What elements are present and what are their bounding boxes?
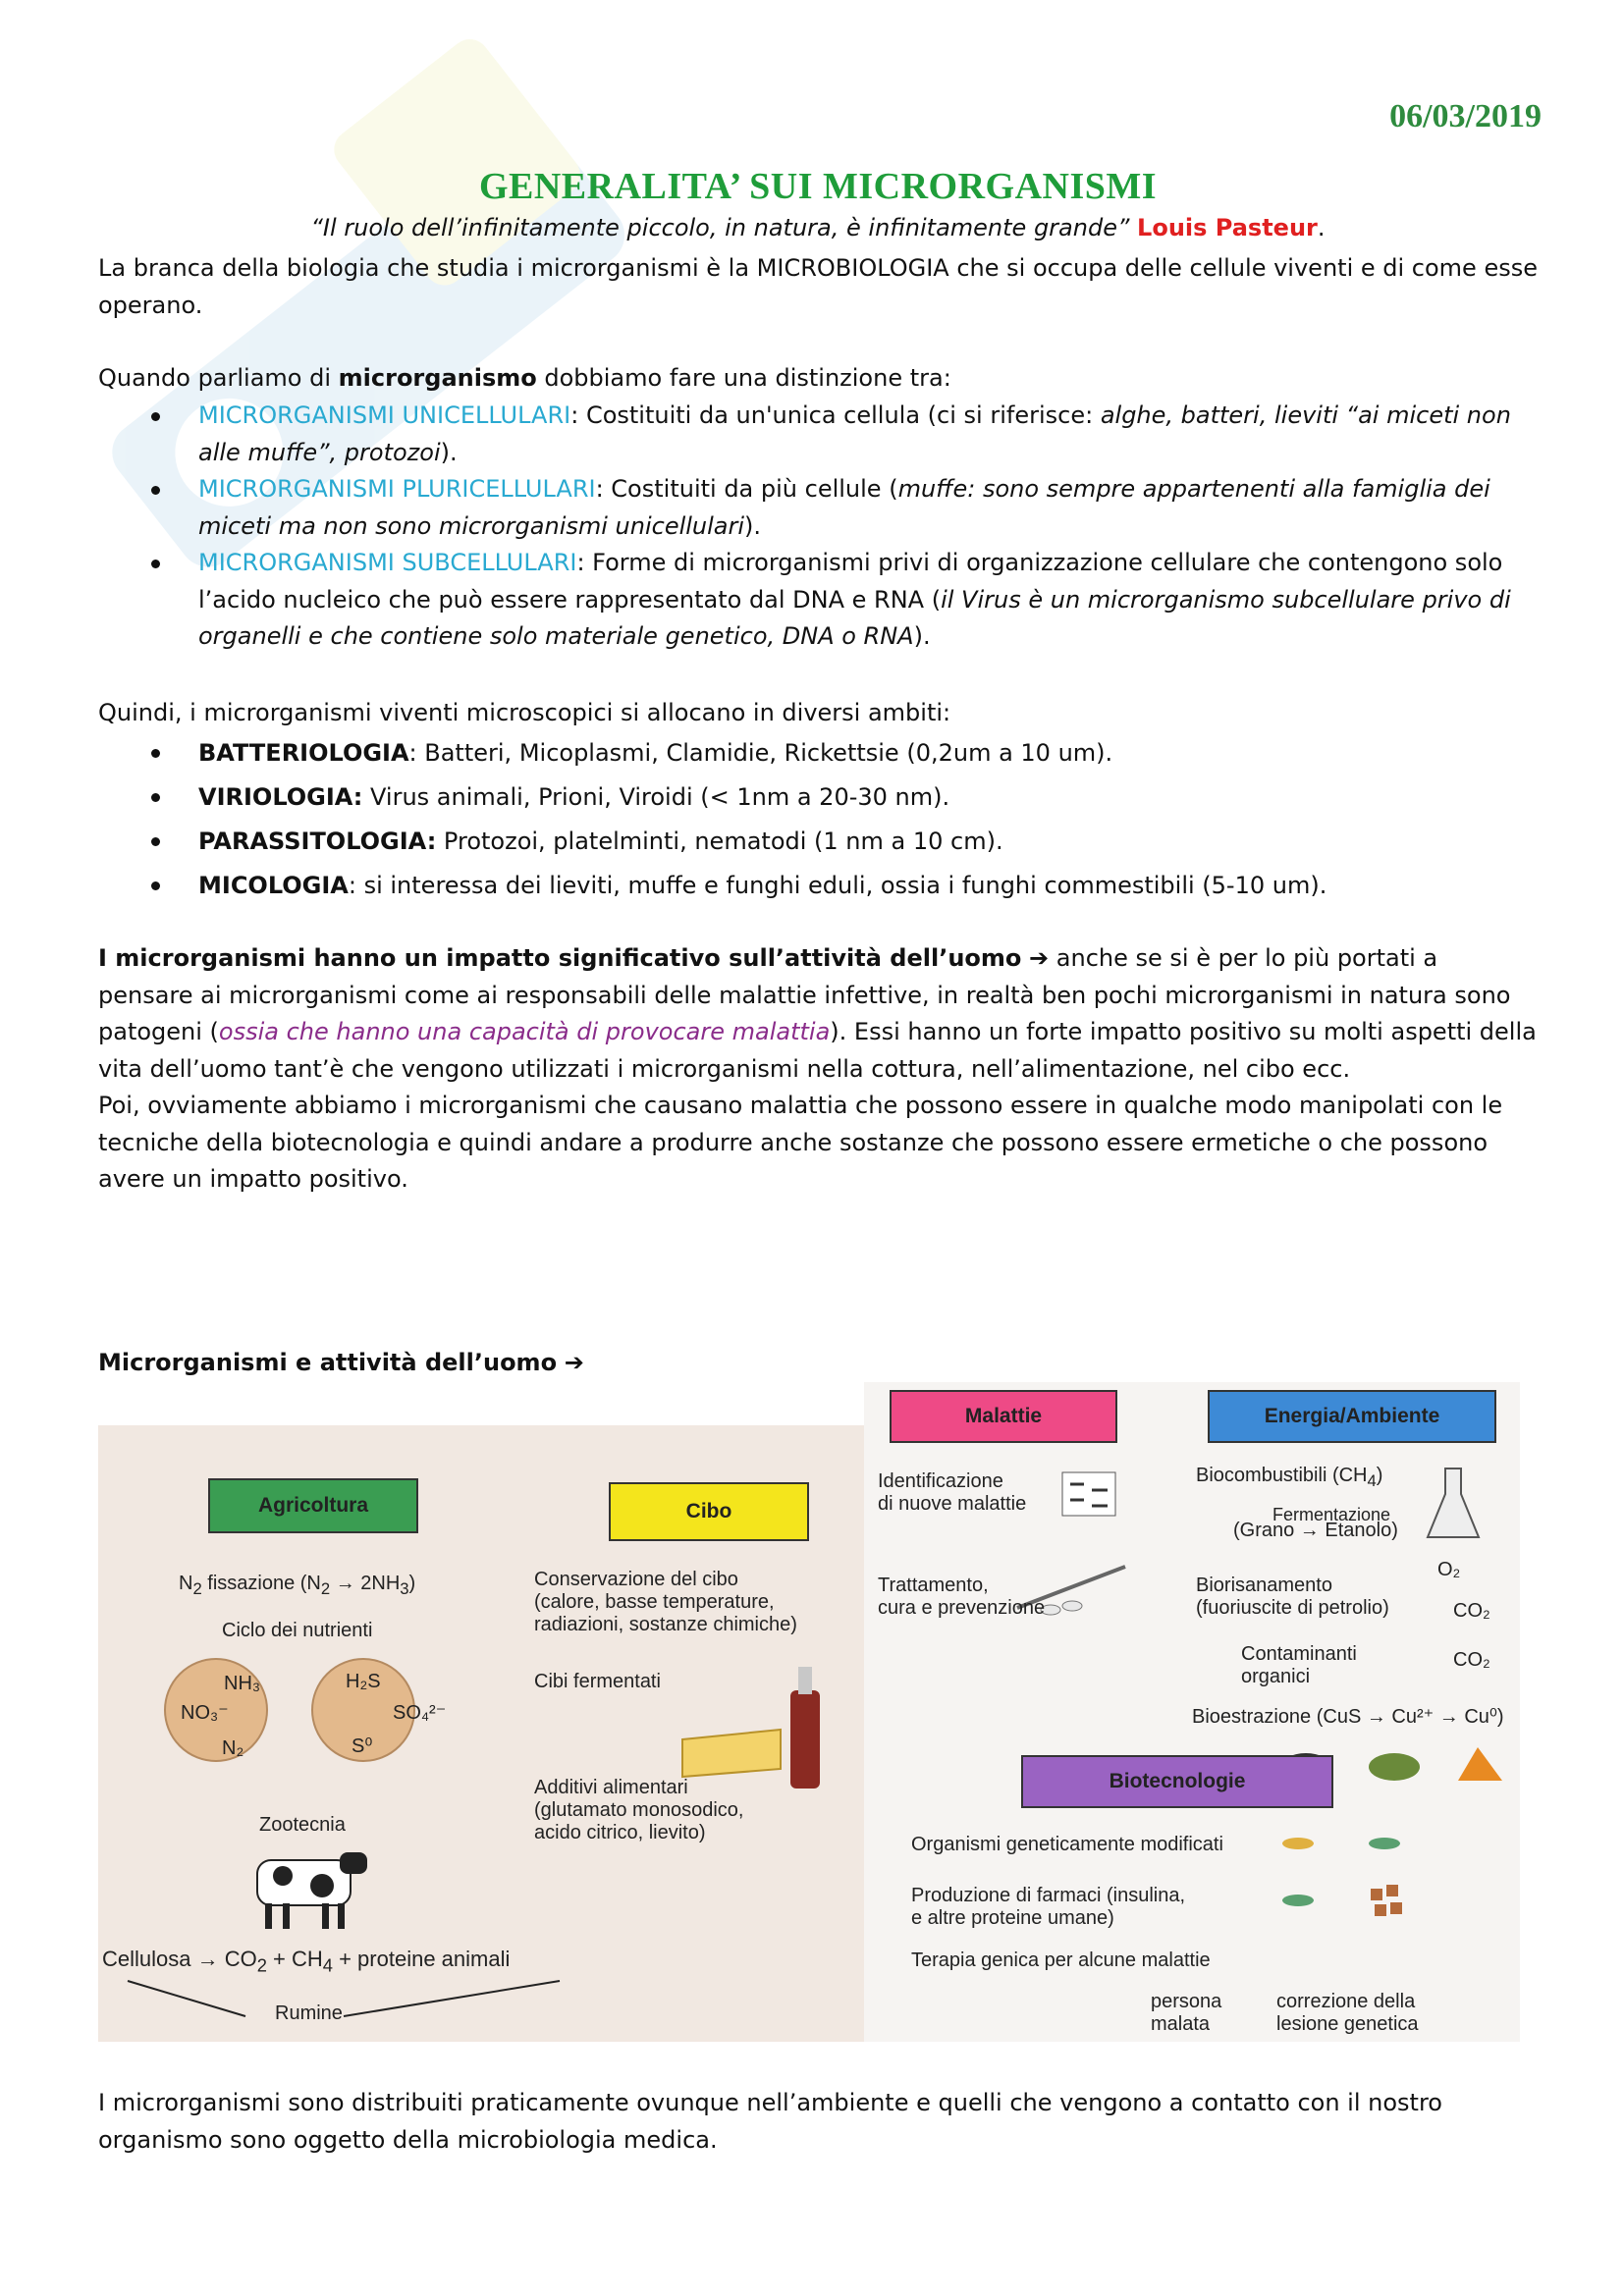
energia-header: Energia/Ambiente	[1208, 1390, 1496, 1443]
conservazione-label: Conservazione del cibo (calore, basse temperature, radiazioni, sostanze chimiche)	[534, 1569, 797, 1635]
rumine-arrows	[98, 1977, 589, 2026]
list-item-unicellulari	[98, 398, 1538, 471]
list-item-batteriologia	[98, 731, 1538, 775]
closing-paragraph: I microrganismi sono distribuiti praticamente ovunque nell’ambiente e quelli che vengono a contatto con il nostro organismo sono oggetto della microbiologia medica.	[98, 2089, 1442, 2154]
grano-etanolo-label: (Grano → Etanolo)	[1233, 1520, 1398, 1541]
label-nh3: NH₃	[224, 1673, 261, 1694]
gel-icon	[1060, 1470, 1119, 1520]
cow-icon	[245, 1842, 373, 1936]
flask-icon	[1424, 1465, 1483, 1543]
impact-text1: anche se si è per lo più portati a pensare ai microrganismi come ai responsabili delle malattie infettive, in realtà ben pochi microrganismi in natura sono patogeni (	[98, 944, 1511, 1045]
quote-end: .	[1317, 214, 1326, 241]
arrow-icon: ➔	[1029, 944, 1050, 972]
ambito-term: VIRIOLOGIA:	[198, 783, 363, 811]
o2-label: O₂	[1437, 1559, 1461, 1580]
microorganism-types-list	[98, 398, 1538, 656]
term-sep: :	[570, 401, 586, 429]
list-item-pluricellulari	[98, 471, 1538, 545]
impact-paragraph-2: Poi, ovviamente abbiamo i microrganismi che causano malattia che possono essere in qualche modo manipolati con le tecniche della biotecnologia e quindi andare a produrre anche sostanze che possono essere ermetiche o che possono avere un impatto positivo.	[98, 1092, 1503, 1193]
item-italic: alghe, batteri, lieviti “ai miceti non alle muffe”, protozoi	[198, 401, 1511, 466]
impact-definition: ossia che hanno una capacità di provocare malattia	[218, 1018, 831, 1045]
n2-fixation: $N_2$ fissazione $(N_2 \to 2NH_3)$	[179, 1573, 416, 1598]
nutrient-cycle-label: Ciclo dei nutrienti	[222, 1620, 373, 1641]
item-text: Costituiti da più cellule (	[611, 475, 898, 503]
fermentati-label: Cibi fermentati	[534, 1671, 661, 1692]
term-sep: :	[576, 549, 593, 576]
contaminanti-label: Contaminanti organici	[1241, 1643, 1357, 1687]
section-heading-text: Microrganismi e attività dell’uomo	[98, 1349, 558, 1376]
ambito-term: MICOLOGIA	[198, 872, 349, 899]
label-no3: NO₃⁻	[181, 1702, 229, 1724]
cellulosa-label: Cellulosa → $CO_2 + CH_4$ + proteine animali	[102, 1947, 511, 1976]
ambito-text: : Batteri, Micoplasmi, Clamidie, Rickettsie (0,2um a 10 um).	[408, 739, 1113, 767]
trattamento-label: Trattamento, cura e prevenzione	[878, 1575, 1046, 1619]
zootecnia-label: Zootecnia	[259, 1814, 346, 1836]
ambito-text: Virus animali, Prioni, Viroidi (< 1nm a 20-30 nm).	[362, 783, 950, 811]
biotech-icons	[1276, 1824, 1443, 1932]
quote-author: Louis Pasteur	[1137, 214, 1318, 241]
arrow-icon: ➔	[564, 1349, 584, 1376]
list-item-subcellulari	[98, 545, 1538, 656]
item-text: Forme di microrganismi privi di organizzazione cellulare che contengono solo l’acido nucleico che può essere rappresentato dal DNA e RNA (	[198, 549, 1503, 614]
identificazione-label: Identificazione di nuove malattie	[878, 1470, 1027, 1515]
fermentazione-label: Fermentazione	[1272, 1505, 1391, 1524]
additivi-label: Additivi alimentari (glutamato monosodico, acido citrico, lievito)	[534, 1777, 744, 1843]
section-heading	[98, 1345, 1538, 1382]
biocombustibili-label: Biocombustibili $(CH_4)$	[1196, 1465, 1383, 1490]
co2-label: CO₂	[1453, 1600, 1490, 1622]
item-end: ).	[440, 438, 458, 466]
ambiti-lead: Quindi, i microrganismi viventi microscopici si allocano in diversi ambiti:	[98, 699, 951, 726]
figure-left-panel	[98, 1425, 864, 2042]
item-end: ).	[744, 511, 762, 540]
biotecnologie-header: Biotecnologie	[1021, 1755, 1333, 1808]
item-text: Costituiti da un'unica cellula (ci si riferisce:	[585, 401, 1101, 429]
biorisanamento-label: Biorisanamento (fuoriuscite di petrolio)	[1196, 1575, 1389, 1619]
item-italic: muffe: sono sempre appartenenti alla famiglia dei miceti ma non sono microrganismi unicellulari	[198, 475, 1490, 540]
agricoltura-header: Agricoltura	[208, 1478, 418, 1533]
ambito-text: : si interessa dei lieviti, muffe e funghi eduli, ossia i funghi commestibili (5-10 um).	[348, 872, 1327, 899]
term-subcellulari: MICRORGANISMI SUBCELLULARI	[198, 549, 577, 576]
distinction-lead-post: dobbiamo fare una distinzione tra:	[536, 364, 951, 392]
ambito-term: PARASSITOLOGIA:	[198, 828, 437, 855]
label-s0: S⁰	[352, 1735, 373, 1757]
malattie-header: Malattie	[890, 1390, 1117, 1443]
label-so4: SO₄²⁻	[393, 1702, 447, 1724]
ambito-text: Protozoi, platelminti, nematodi (1 nm a 10 cm).	[436, 828, 1003, 855]
list-item-parassitologia	[98, 820, 1538, 864]
bioestrazione-label: Bioestrazione (CuS → Cu²⁺ → Cu⁰)	[1192, 1706, 1504, 1728]
co2-label-2: CO₂	[1453, 1649, 1490, 1671]
item-italic: il Virus è un microrganismo subcellulare privo di organelli e che contiene solo materiale genetico, DNA o RNA	[198, 585, 1511, 650]
document-date: 06/03/2019	[1389, 98, 1542, 134]
page-title: GENERALITA’ SUI MICRORGANISMI	[478, 166, 1158, 207]
farmaci-label: Produzione di farmaci (insulina, e altre proteine umane)	[911, 1885, 1186, 1929]
item-end: ).	[913, 622, 931, 650]
ogm-label: Organismi geneticamente modificati	[911, 1834, 1223, 1855]
list-item-micologia	[98, 864, 1538, 908]
distinction-lead-bold: microrganismo	[338, 364, 537, 392]
ambito-term: BATTERIOLOGIA	[198, 739, 409, 767]
persona-malata-label: persona malata	[1151, 1991, 1222, 2035]
intro-paragraph: La branca della biologia che studia i microrganismi è la MICROBIOLOGIA che si occupa delle cellule viventi e di come esse operano.	[98, 254, 1538, 319]
pasteur-quote	[98, 214, 1538, 241]
label-n2: N₂	[222, 1737, 244, 1759]
list-item-viriologia	[98, 775, 1538, 820]
correzione-label: correzione della lesione genetica	[1276, 1991, 1419, 2035]
term-pluricellulari: MICRORGANISMI PLURICELLULARI	[198, 475, 596, 503]
cibo-header: Cibo	[609, 1482, 809, 1541]
rumine-label: Rumine	[275, 2002, 343, 2024]
distinction-lead-pre: Quando parliamo di	[98, 364, 339, 392]
distinction-lead	[98, 360, 1538, 398]
ambiti-list	[98, 731, 1538, 908]
impact-paragraph	[98, 940, 1538, 1199]
figure-right-panel	[864, 1382, 1520, 2042]
term-unicellulari: MICRORGANISMI UNICELLULARI	[198, 401, 571, 429]
activities-figure	[98, 1382, 1538, 2050]
impact-bold: I microrganismi hanno un impatto significativo sull’attività dell’uomo	[98, 944, 1022, 972]
term-sep: :	[595, 475, 612, 503]
label-h2s: H₂S	[346, 1671, 381, 1692]
quote-text: “Il ruolo dell’infinitamente piccolo, in natura, è infinitamente grande”	[310, 214, 1130, 241]
terapia-label: Terapia genica per alcune malattie	[911, 1949, 1211, 1971]
impact-text2: ). Essi hanno un forte impatto positivo su molti aspetti della vita dell’uomo tant’è che vengono utilizzati i microrganismi nella cottura, nell’alimentazione, nel cibo ecc.	[98, 1018, 1537, 1083]
